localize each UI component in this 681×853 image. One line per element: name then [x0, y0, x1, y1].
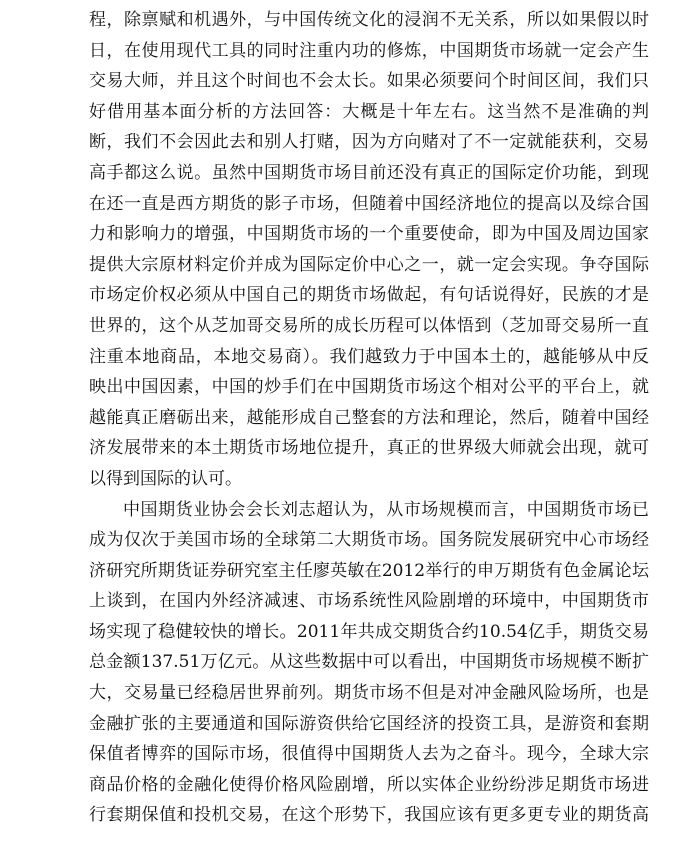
text-line: 交易大师，并且这个时间也不会太长。如果必须要问个时间区间，我们只 — [89, 71, 649, 92]
text-line: 映出中国因素，中国的炒手们在中国期货市场这个相对公平的平台上，就 — [89, 377, 649, 398]
text-line: 中国期货业协会会长刘志超认为，从市场规模而言，中国期货市场已 — [123, 499, 649, 520]
text-line: 高手都这么说。虽然中国期货市场目前还没有真正的国际定价功能，到现 — [89, 162, 649, 183]
text-line: 市场定价权必须从中国自己的期货市场做起，有句话说得好，民族的才是 — [89, 285, 649, 306]
text-line: 提供大宗原材料定价并成为国际定价中心之一，就一定会实现。争夺国际 — [89, 254, 649, 275]
text-line: 世界的，这个从芝加哥交易所的成长历程可以体悟到（芝加哥交易所一直 — [89, 315, 649, 336]
text-line: 越能真正磨砺出来，越能形成自己整套的方法和理论，然后，随着中国经 — [89, 407, 649, 428]
text-line: 行套期保值和投机交易，在这个形势下，我国应该有更多更专业的期货高 — [89, 805, 649, 826]
document-page — [89, 0, 649, 853]
text-line: 程，除禀赋和机遇外，与中国传统文化的浸润不无关系，所以如果假以时 — [89, 10, 649, 30]
text-line: 保值者博弈的国际市场，很值得中国期货人去为之奋斗。现今，全球大宗 — [89, 744, 649, 765]
text-line: 总金额137.51万亿元。从这些数据中可以看出，中国期货市场规模不断扩 — [89, 652, 649, 673]
text-line: 成为仅次于美国市场的全球第二大期货市场。国务院发展研究中心市场经 — [89, 530, 649, 551]
text-line: 金融扩张的主要通道和国际游资供给它国经济的投资工具，是游资和套期 — [89, 713, 649, 734]
text-line: 上谈到，在国内外经济减速、市场系统性风险剧增的环境中，中国期货市 — [89, 591, 649, 612]
text-line: 济研究所期货证券研究室主任廖英敏在2012举行的申万期货有色金属论坛 — [89, 560, 649, 581]
text-line: 以得到国际的认可。 — [89, 468, 242, 489]
paragraph — [89, 495, 649, 832]
text-line: 在还一直是西方期货的影子市场，但随着中国经济地位的提高以及综合国 — [89, 193, 649, 214]
text-line: 好借用基本面分析的方法回答：大概是十年左右。这当然不是准确的判 — [89, 101, 649, 122]
text-line: 大，交易量已经稳居世界前列。期货市场不但是对冲金融风险场所，也是 — [89, 683, 649, 704]
text-line: 场实现了稳健较快的增长。2011年共成交期货合约10.54亿手，期货交易 — [89, 621, 649, 642]
paragraph-continued — [89, 5, 649, 495]
text-line: 断，我们不会因此去和别人打赌，因为方向赌对了不一定就能获利，交易 — [89, 132, 649, 153]
text-line: 济发展带来的本土期货市场地位提升，真正的世界级大师就会出现，就可 — [89, 438, 649, 459]
text-line: 注重本地商品，本地交易商）。我们越致力于中国本土的，越能够从中反 — [89, 346, 649, 367]
text-line: 力和影响力的增强，中国期货市场的一个重要使命，即为中国及周边国家 — [89, 224, 649, 245]
text-line: 日，在使用现代工具的同时注重内功的修炼，中国期货市场就一定会产生 — [89, 40, 649, 61]
text-line: 商品价格的金融化使得价格风险剧增，所以实体企业纷纷涉足期货市场进 — [89, 774, 649, 795]
